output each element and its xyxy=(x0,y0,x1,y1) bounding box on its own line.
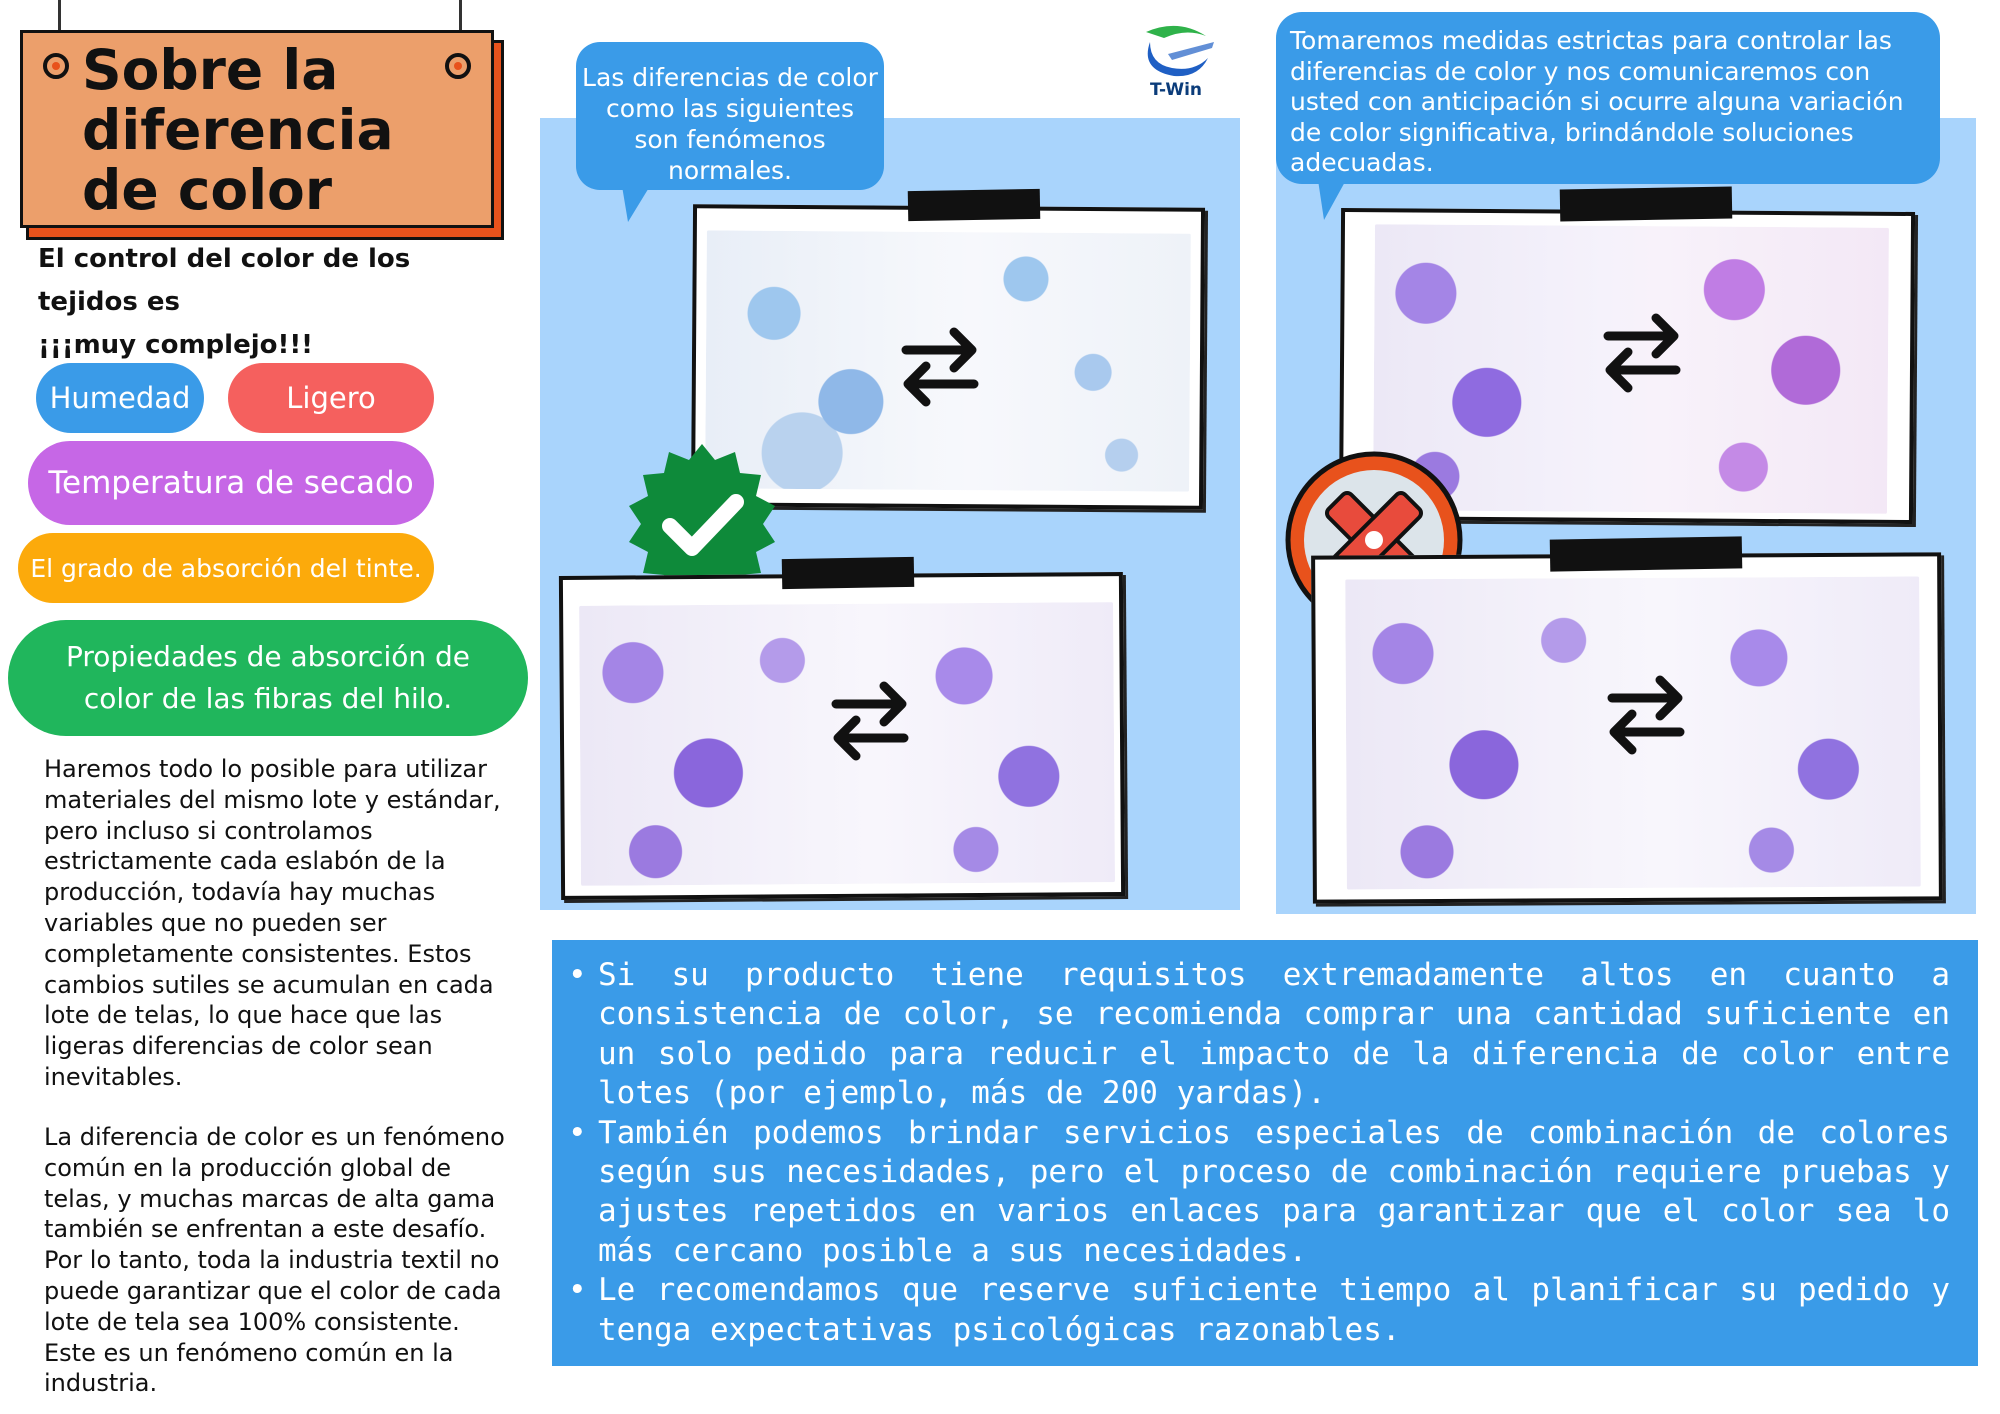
factor-temperatura-badge: Temperatura de secado xyxy=(28,441,434,525)
nail-left-icon xyxy=(43,53,69,79)
factor-propiedades-badge: Propiedades de absorción de color de las fibras del hilo. xyxy=(8,620,528,736)
tape-strip xyxy=(1560,187,1733,222)
swap-arrows-icon xyxy=(898,320,982,410)
subtitle-line-1: El control del color de los xyxy=(38,244,411,274)
page-title: Sobre la diferencia de color xyxy=(82,38,394,222)
subtitle-line-2: tejidos es xyxy=(38,287,180,317)
factor-ligero-badge: Ligero xyxy=(228,363,434,433)
body-paragraph-2: La diferencia de color es un fenómeno común en la producción global de telas, y muchas marcas de alta gama también se enfrentan a este desafío. Por lo tanto, toda la industria textil no puede garantizar que el color de cada lote de tela sea 100% consistente. Este es un fenómeno común en la industria. xyxy=(44,1123,505,1398)
swap-arrows-icon xyxy=(1604,668,1688,758)
tape-strip xyxy=(908,189,1041,221)
subtitle-line-3: ¡¡¡muy complejo!!! xyxy=(38,330,314,360)
swap-arrows-icon xyxy=(1600,306,1684,396)
normal-difference-bubble: Las diferencias de color como las siguientes son fenómenos normales. xyxy=(576,42,884,190)
body-paragraph-1: Haremos todo lo posible para utilizar materiales del mismo lote y estándar, pero incluso si controlamos estrictamente cada eslabón de la producción, todavía hay muchas variables que no pueden ser completamente consistentes. Estos cambios sutiles se acumulan en cada lote de telas, lo que hace que las ligeras diferencias de color sean inevitables. xyxy=(44,755,501,1091)
recommendation-item: • Le recomendamos que reserve suficiente tiempo al planificar su pedido y tenga expectativas psicológicas razonables. xyxy=(598,1271,1950,1350)
swap-arrows-icon xyxy=(828,674,912,764)
logo-text: T-Win xyxy=(1149,80,1203,100)
subtitle xyxy=(38,238,488,367)
recommendation-item: • Si su producto tiene requisitos extremadamente altos en cuanto a consistencia de color, se recomienda comprar una cantidad suficiente en un solo pedido para reducir el impacto de la diferencia de color entre lotes (por ejemplo, más de 200 yardas). xyxy=(598,956,1950,1114)
recommendations-box xyxy=(552,940,1978,1366)
factor-grado-badge: El grado de absorción del tinte. xyxy=(18,533,434,603)
tape-strip xyxy=(782,557,915,589)
factor-humedad-badge: Humedad xyxy=(36,363,204,433)
tape-strip xyxy=(1550,536,1743,571)
bubble-tail-left xyxy=(622,186,650,222)
recommendations-list xyxy=(598,956,1950,1350)
recommendation-item: • También podemos brindar servicios especiales de combinación de colores según sus necesidades, pero el proceso de combinación requiere pruebas y ajustes repetidos en varios enlaces para garantizar que el color sea lo más cercano posible a sus necesidades. xyxy=(598,1114,1950,1272)
strict-control-bubble: Tomaremos medidas estrictas para controlar las diferencias de color y nos comunicaremos con usted con anticipación si ocurre alguna variación de color significativa, brindándole soluciones adecuadas. xyxy=(1276,12,1940,184)
